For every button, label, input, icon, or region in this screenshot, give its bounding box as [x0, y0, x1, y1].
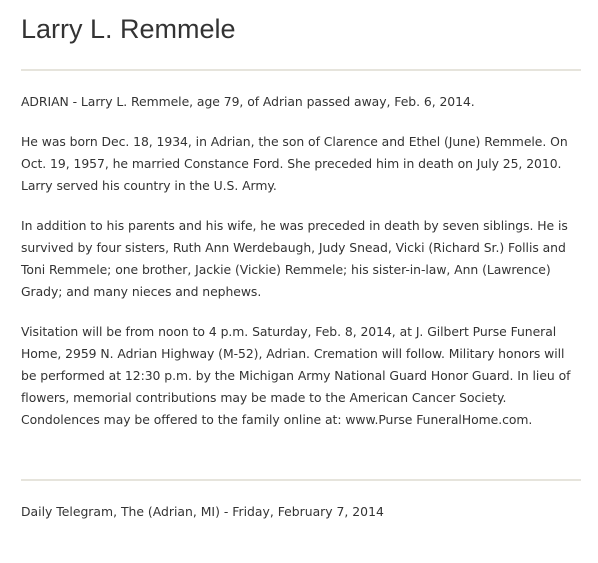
bottom-divider	[21, 479, 581, 481]
obituary-paragraph-family: In addition to his parents and his wife, he was preceded in death by seven siblings. He is survived by four sisters, Ruth Ann Werdebaugh, Judy Snead, Vicki (Richard Sr.) Follis and Toni Remmele; one brother, Jackie (Vickie) Remmele; his sister-in-law, Ann (Lawrence) Grady; and many nieces and nephews.	[21, 218, 568, 299]
obituary-paragraph-services: Visitation will be from noon to 4 p.m. Saturday, Feb. 8, 2014, at J. Gilbert Purse Funeral Home, 2959 N. Adrian Highway (M-52), Adrian. Cremation will follow. Military honors will be performed at 12:30 p.m. by the Michigan Army National Guard Honor Guard. In lieu of flowers, memorial contributions may be made to the American Cancer Society. Condolences may be offered to the family online at: www.Purse FuneralHome.com.	[21, 324, 571, 427]
obituary-paragraph-intro: ADRIAN - Larry L. Remmele, age 79, of Adrian passed away, Feb. 6, 2014.	[21, 94, 475, 109]
page-title: Larry L. Remmele	[21, 14, 236, 44]
publication-source: Daily Telegram, The (Adrian, MI) - Friday, February 7, 2014	[21, 504, 384, 519]
top-divider	[21, 69, 581, 71]
obituary-paragraph-biography: He was born Dec. 18, 1934, in Adrian, the son of Clarence and Ethel (June) Remmele. On Oct. 19, 1957, he married Constance Ford. She preceded him in death on July 25, 2010. Larry served his country in the U.S. Army.	[21, 134, 568, 193]
obituary-body	[21, 91, 583, 449]
